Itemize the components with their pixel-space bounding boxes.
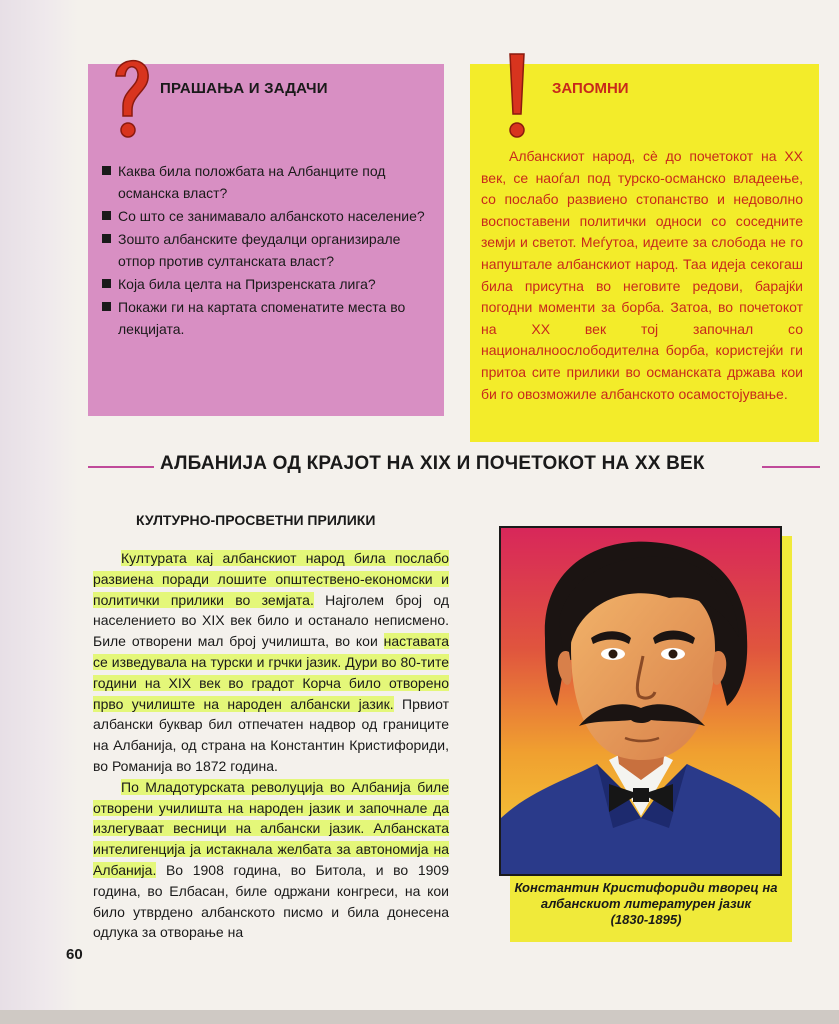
questions-title: ПРАШАЊА И ЗАДАЧИ — [160, 80, 328, 97]
remember-text: Албанскиот народ, сè до почетокот на XX век, се наоѓал под турско-османско владеење, со послабо развиено стопанство и недоволно воспоставени политички односи со соседните земји и светот. Меѓутоа, идеите за слобода не го напуштале албанскиот народ. Таа идеја секогаш била присутна во неговите редови, барајќи погодни моменти за борба. Затоа, во почетокот на XX век тој започнал со националноослободителна борба, користејќи ги притоа сите прилики во османската држава кои би го овозможиле албанското осамостојување. — [481, 148, 803, 402]
questions-list — [100, 160, 434, 341]
caption-line: Константин Кристифориди творец на — [514, 880, 778, 895]
heading-rule-left — [88, 466, 154, 468]
portrait-image — [501, 528, 780, 874]
subsection-heading: КУЛТУРНО-ПРОСВЕТНИ ПРИЛИКИ — [136, 512, 376, 528]
highlighted-text: Културата кај албанскиот народ била послабо развиена поради лошите општествено-економски и политички прилики во земјата. — [93, 550, 449, 608]
question-item: Зошто албанските феудалци организирале отпор против султанската власт? — [100, 228, 434, 272]
question-item: Каква била положбата на Албанците под османска власт? — [100, 160, 434, 204]
paragraph-text: Најголем број од населението во XIX век било и останало неписмено. Биле отворени мал број училишта, во кои — [93, 591, 449, 650]
question-item: Покажи ги на картата споменатите места во лекцијата. — [100, 296, 434, 340]
question-mark-icon — [110, 50, 152, 142]
page-number: 60 — [66, 946, 83, 963]
paragraph-text: Во 1908 година, во Битола, и во 1909 година, во Елбасан, биле одржани конгреси, на кои било утврдено албанското писмо и била донесена одлука за отворање на — [93, 861, 449, 941]
caption-line: (1830-1895) — [610, 912, 682, 927]
portrait-caption — [512, 880, 780, 928]
paragraph-text: Првиот албански буквар бил отпечатен надвор од границите на Албанија, од страна на Константин Кристифориди, во Романија во 1872 година. — [93, 695, 450, 774]
question-item: Со што се занимавало албанското население? — [100, 205, 434, 227]
section-heading: АЛБАНИЈА ОД КРАЈОТ НА XIX И ПОЧЕТОКОТ НА XX ВЕК — [160, 453, 705, 474]
paragraph-2 — [93, 777, 449, 943]
page-bottom-edge — [0, 1010, 839, 1024]
remember-title: ЗАПОМНИ — [552, 80, 629, 97]
body-text — [93, 548, 449, 943]
highlighted-text: По Младотурската револуција во Албанија биле отворени училишта на народен јазик и започнале да излегуваат весници на албански јазик. Албанската интелигенција ја истакнала желбата за автономија на Албанија. — [93, 778, 449, 878]
paragraph-1 — [93, 548, 449, 777]
portrait-illustration — [499, 526, 782, 876]
heading-rule-right — [762, 466, 820, 468]
page-gutter — [0, 0, 78, 1024]
exclamation-mark-icon — [506, 50, 528, 142]
highlighted-text: наставата се изведувала на турски и грчки јазик. Дури во 80-тите години на XIX век во градот Корча било отворено прво училиште на народен албански јазик. — [93, 633, 449, 712]
question-item: Која била целта на Призренската лига? — [100, 273, 434, 295]
caption-line: албанскиот литературен јазик — [540, 896, 752, 911]
